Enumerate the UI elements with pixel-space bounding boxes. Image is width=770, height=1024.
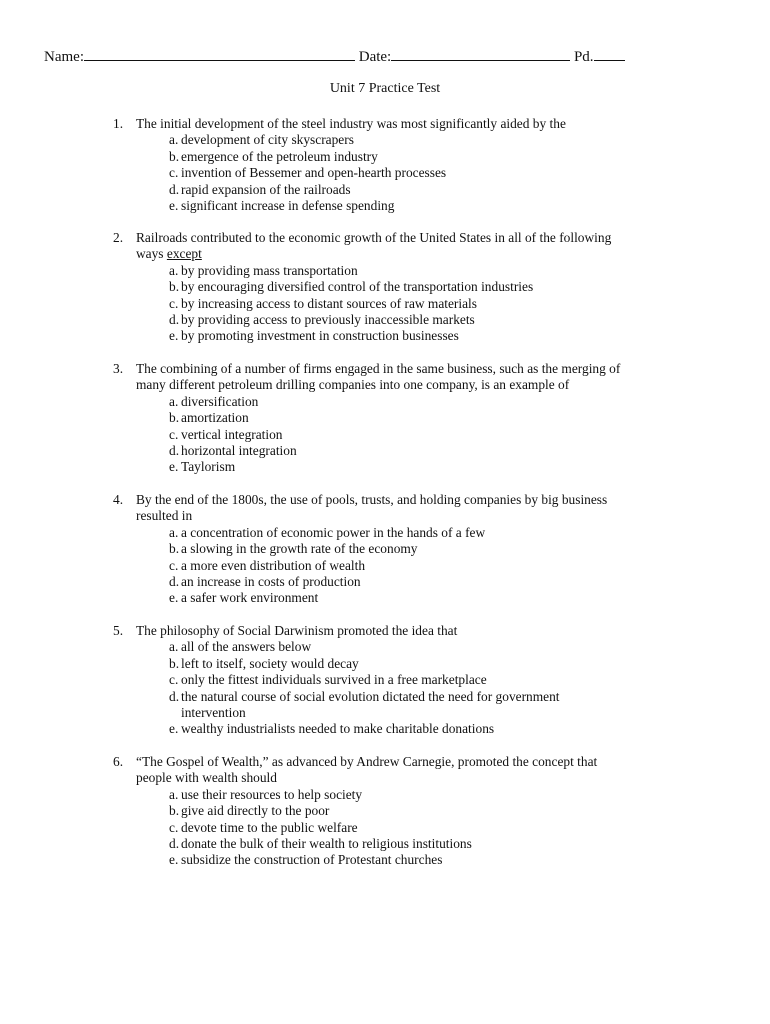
- option-text: vertical integration: [181, 426, 283, 442]
- option-letter: d.: [169, 443, 180, 459]
- question-5: [113, 623, 633, 738]
- answer-option[interactable]: [113, 689, 633, 722]
- option-letter: d.: [169, 688, 180, 704]
- option-text: only the fittest individuals survived in a free marketplace: [181, 672, 487, 688]
- answer-option[interactable]: [113, 149, 633, 165]
- option-text: use their resources to help society: [181, 786, 363, 802]
- option-letter: c.: [169, 819, 179, 835]
- option-letter: b.: [169, 655, 180, 671]
- option-text: by encouraging diversified control of the transportation industries: [181, 279, 534, 295]
- option-text: a concentration of economic power in the hands of a few: [181, 524, 486, 540]
- option-letter: e.: [169, 328, 179, 344]
- answer-option[interactable]: [113, 672, 633, 688]
- answer-option[interactable]: [113, 394, 633, 410]
- question-number: 1.: [113, 116, 124, 131]
- question-text-prefix: ways: [136, 246, 167, 262]
- option-text: an increase in costs of production: [181, 574, 361, 590]
- answer-option[interactable]: [113, 525, 633, 541]
- option-text: horizontal integration: [181, 443, 297, 459]
- answer-options: [113, 525, 633, 607]
- answer-option[interactable]: [113, 820, 633, 836]
- option-letter: e.: [169, 590, 179, 606]
- question-text-continued: many different petroleum drilling companies into one company, is an example of: [136, 377, 570, 393]
- option-text: all of the answers below: [181, 639, 312, 655]
- option-letter: b.: [169, 410, 180, 426]
- answer-option[interactable]: [113, 803, 633, 819]
- option-letter: e.: [169, 198, 179, 214]
- date-label: Date:: [358, 49, 392, 65]
- answer-option[interactable]: [113, 590, 633, 606]
- option-text: subsidize the construction of Protestant churches: [181, 852, 443, 868]
- option-letter: d.: [169, 574, 180, 590]
- answer-option[interactable]: [113, 182, 633, 198]
- answer-option[interactable]: [113, 410, 633, 426]
- answer-option[interactable]: [113, 541, 633, 557]
- question-text-continued: resulted in: [136, 508, 193, 524]
- option-text: by promoting investment in construction businesses: [181, 328, 459, 344]
- answer-option[interactable]: [113, 279, 633, 295]
- option-text: diversification: [181, 393, 259, 409]
- option-text: by providing access to previously inaccessible markets: [181, 312, 475, 328]
- option-text: by increasing access to distant sources of raw materials: [181, 295, 477, 311]
- question-text: The philosophy of Social Darwinism promoted the idea that: [136, 623, 458, 638]
- answer-option[interactable]: [113, 296, 633, 312]
- question-number: 5.: [113, 623, 124, 638]
- answer-option[interactable]: [113, 165, 633, 181]
- option-letter: c.: [169, 557, 179, 573]
- question-text: By the end of the 1800s, the use of pools, trusts, and holding companies by big business: [136, 492, 608, 507]
- option-letter: c.: [169, 165, 179, 181]
- option-letter: e.: [169, 852, 179, 868]
- answer-option[interactable]: [113, 787, 633, 803]
- option-text: amortization: [181, 410, 249, 426]
- question-number: 2.: [113, 230, 124, 245]
- option-letter: d.: [169, 836, 180, 852]
- period-blank-field[interactable]: [594, 46, 625, 61]
- option-text: development of city skyscrapers: [181, 132, 354, 148]
- answer-option[interactable]: [113, 639, 633, 655]
- question-text: “The Gospel of Wealth,” as advanced by Andrew Carnegie, promoted the concept that: [136, 754, 598, 769]
- option-letter: a.: [169, 639, 179, 655]
- option-letter: b.: [169, 279, 180, 295]
- answer-options: [113, 394, 633, 476]
- question-2: [113, 230, 633, 345]
- option-letter: a.: [169, 262, 179, 278]
- answer-option[interactable]: [113, 198, 633, 214]
- answer-option[interactable]: [113, 443, 633, 459]
- answer-option[interactable]: [113, 558, 633, 574]
- header-fields: [44, 46, 625, 66]
- option-letter: c.: [169, 295, 179, 311]
- option-text: a safer work environment: [181, 590, 319, 606]
- option-text: left to itself, society would decay: [181, 655, 359, 671]
- answer-option[interactable]: [113, 328, 633, 344]
- answer-option[interactable]: [113, 836, 633, 852]
- answer-option[interactable]: [113, 312, 633, 328]
- option-text: give aid directly to the poor: [181, 803, 330, 819]
- option-text: donate the bulk of their wealth to religious institutions: [181, 836, 472, 852]
- period-label: Pd.: [573, 49, 594, 65]
- question-number: 3.: [113, 361, 124, 376]
- option-letter: b.: [169, 803, 180, 819]
- question-text: The initial development of the steel industry was most significantly aided by the: [136, 116, 566, 131]
- option-text: by providing mass transportation: [181, 262, 358, 278]
- answer-options: [113, 639, 633, 737]
- answer-option[interactable]: [113, 263, 633, 279]
- name-blank-field[interactable]: [84, 46, 355, 61]
- answer-option[interactable]: [113, 132, 633, 148]
- option-text: rapid expansion of the railroads: [181, 181, 351, 197]
- option-text: [181, 689, 633, 722]
- option-letter: a.: [169, 524, 179, 540]
- option-text: a more even distribution of wealth: [181, 557, 366, 573]
- option-letter: e.: [169, 721, 179, 737]
- question-text-continued: [113, 246, 633, 262]
- option-text: significant increase in defense spending: [181, 198, 395, 214]
- date-blank-field[interactable]: [391, 46, 570, 61]
- question-number: 4.: [113, 492, 124, 507]
- answer-option[interactable]: [113, 427, 633, 443]
- option-text: wealthy industrialists needed to make charitable donations: [181, 721, 495, 737]
- answer-options: [113, 132, 633, 214]
- answer-option[interactable]: [113, 852, 633, 868]
- answer-options: [113, 787, 633, 869]
- option-text-continued: intervention: [181, 705, 246, 721]
- option-letter: c.: [169, 672, 179, 688]
- option-text: invention of Bessemer and open-hearth processes: [181, 165, 447, 181]
- emphasis-except: except: [166, 246, 202, 262]
- page-title: Unit 7 Practice Test: [329, 81, 441, 96]
- question-text-continued: people with wealth should: [136, 770, 277, 786]
- answer-option[interactable]: [113, 721, 633, 737]
- option-letter: b.: [169, 148, 180, 164]
- name-label: Name:: [44, 49, 84, 65]
- question-1: [113, 116, 633, 214]
- option-text: a slowing in the growth rate of the economy: [181, 541, 418, 557]
- option-letter: b.: [169, 541, 180, 557]
- option-text: devote time to the public welfare: [181, 819, 358, 835]
- question-text: The combining of a number of firms engaged in the same business, such as the merging of: [136, 361, 621, 376]
- option-letter: d.: [169, 312, 180, 328]
- option-letter: e.: [169, 459, 179, 475]
- answer-option[interactable]: [113, 574, 633, 590]
- option-text-line: the natural course of social evolution dictated the need for government: [181, 688, 560, 704]
- answer-option[interactable]: [113, 656, 633, 672]
- question-number: 6.: [113, 754, 124, 769]
- answer-options: [113, 263, 633, 345]
- option-letter: c.: [169, 426, 179, 442]
- option-letter: a.: [169, 132, 179, 148]
- question-6: [113, 754, 633, 869]
- option-text: Taylorism: [181, 459, 236, 475]
- option-letter: d.: [169, 181, 180, 197]
- option-letter: a.: [169, 393, 179, 409]
- option-text: emergence of the petroleum industry: [181, 148, 378, 164]
- answer-option[interactable]: [113, 459, 633, 475]
- option-letter: a.: [169, 786, 179, 802]
- question-text: Railroads contributed to the economic growth of the United States in all of the following: [136, 230, 612, 245]
- question-3: [113, 361, 633, 476]
- question-4: [113, 492, 633, 607]
